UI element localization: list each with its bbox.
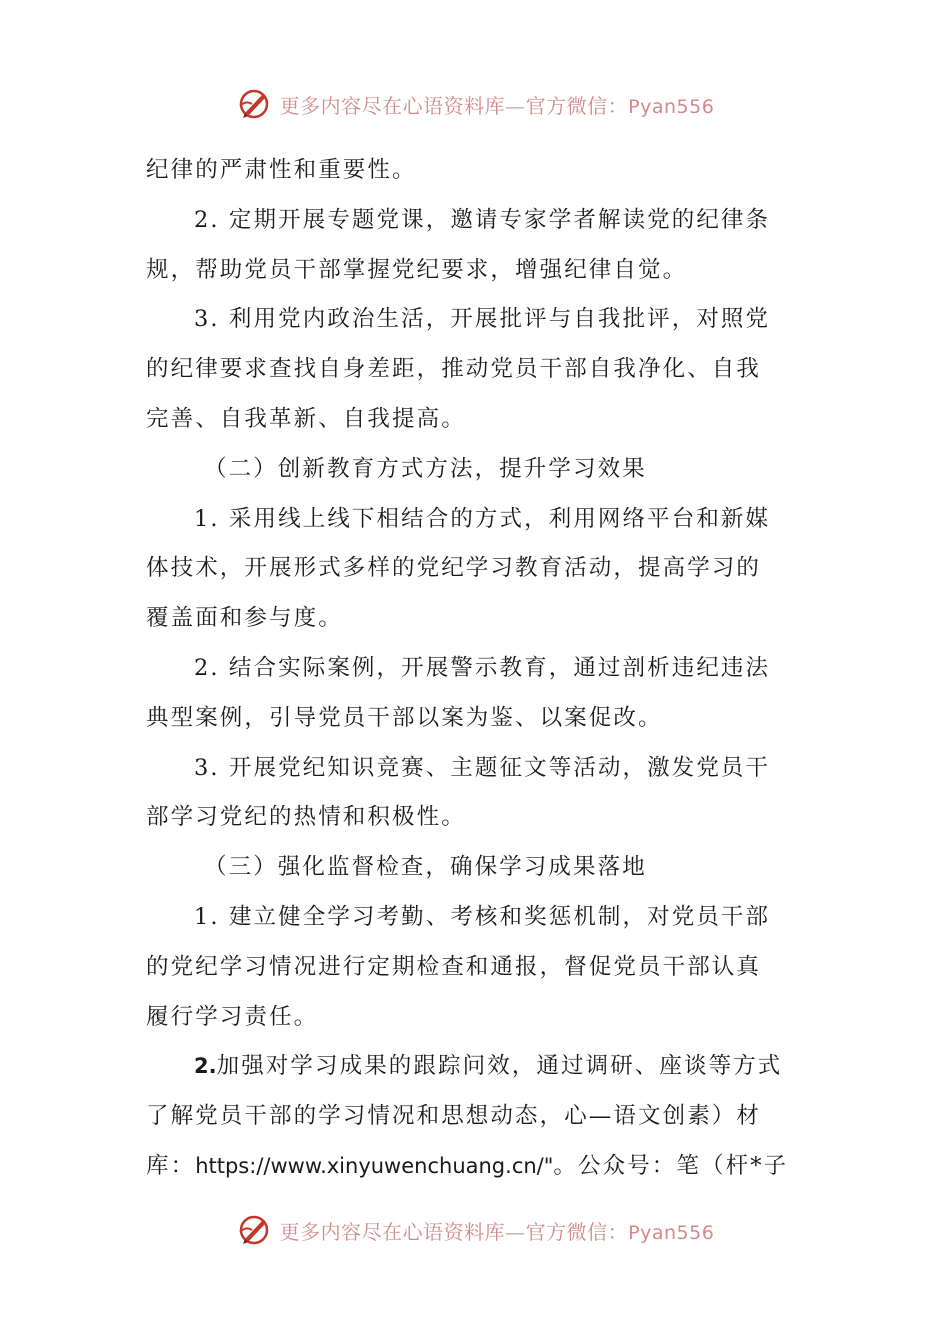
text-line: 完善、自我革新、自我提高。 (146, 405, 466, 432)
watermark-wechat-label: 官方微信： (525, 1219, 629, 1244)
text-line: 2. 结合实际案例，开展警示教育，通过剖析违纪违法 (194, 654, 771, 681)
watermark-dash: — (505, 93, 526, 118)
watermark-site: 更多内容尽在心语资料库 (279, 93, 506, 118)
watermark-dash: — (505, 1219, 526, 1244)
watermark-text (280, 1216, 715, 1245)
list-text: 加强对学习成果的跟踪问效，通过调研、座谈等方式 (216, 1053, 783, 1080)
list-number: 2. (194, 1054, 217, 1079)
text-line: 体技术，开展形式多样的党纪学习教育活动，提高学习的 (146, 555, 762, 582)
text-line: 典型案例，引导党员干部以案为鉴、以案促改。 (146, 704, 663, 731)
text-line: 纪律的严肃性和重要性。 (146, 157, 417, 183)
watermark-header (0, 82, 950, 126)
text-line: 的党纪学习情况进行定期检查和通报，督促党员干部认真 (146, 953, 762, 980)
section-heading: （三）强化监督检查，确保学习成果落地 (204, 854, 647, 881)
text-line: 覆盖面和参与度。 (146, 605, 343, 632)
text-line (146, 1042, 806, 1092)
watermark-site: 更多内容尽在心语资料库 (279, 1219, 506, 1244)
pen-logo-icon (236, 1212, 272, 1248)
watermark-wechat-id: Pyan556 (628, 1221, 715, 1244)
text-line: 2. 定期开展专题党课，邀请专家学者解读党的纪律条 (194, 206, 771, 233)
watermark-footer (0, 1208, 950, 1252)
section-heading: （二）创新教育方式方法，提升学习效果 (204, 455, 647, 482)
text-line: 1. 采用线上线下相结合的方式，利用网络平台和新媒 (194, 505, 771, 532)
text-line: 履行学习责任。 (146, 1003, 319, 1030)
text-line: 了解党员干部的学习情况和思想动态，心—语文创素）材 (146, 1103, 762, 1130)
pen-logo-icon (236, 86, 272, 122)
watermark-text (280, 90, 715, 119)
watermark-wechat-id: Pyan556 (628, 95, 715, 118)
text-line-url (146, 1142, 806, 1192)
url-suffix: 。公众号：笔（杆*子 (553, 1152, 789, 1179)
text-line: 部学习党纪的热情和积极性。 (146, 804, 466, 831)
text-line: 1. 建立健全学习考勤、考核和奖惩机制，对党员干部 (194, 903, 771, 930)
text-line: 规，帮助党员干部掌握党纪要求，增强纪律自觉。 (146, 256, 688, 283)
text-line: 的纪律要求查找自身差距，推动党员干部自我净化、自我 (146, 356, 762, 383)
text-line: 3. 利用党内政治生活，开展批评与自我批评，对照党 (194, 306, 771, 333)
document-body (146, 146, 806, 1192)
url-prefix: 库： (146, 1152, 196, 1179)
text-line: 3. 开展党纪知识竞赛、主题征文等活动，激发党员干 (194, 754, 771, 781)
watermark-wechat-label: 官方微信： (525, 93, 629, 118)
site-url-link[interactable]: https://www.xinyuwenchuang.cn/" (195, 1153, 554, 1178)
